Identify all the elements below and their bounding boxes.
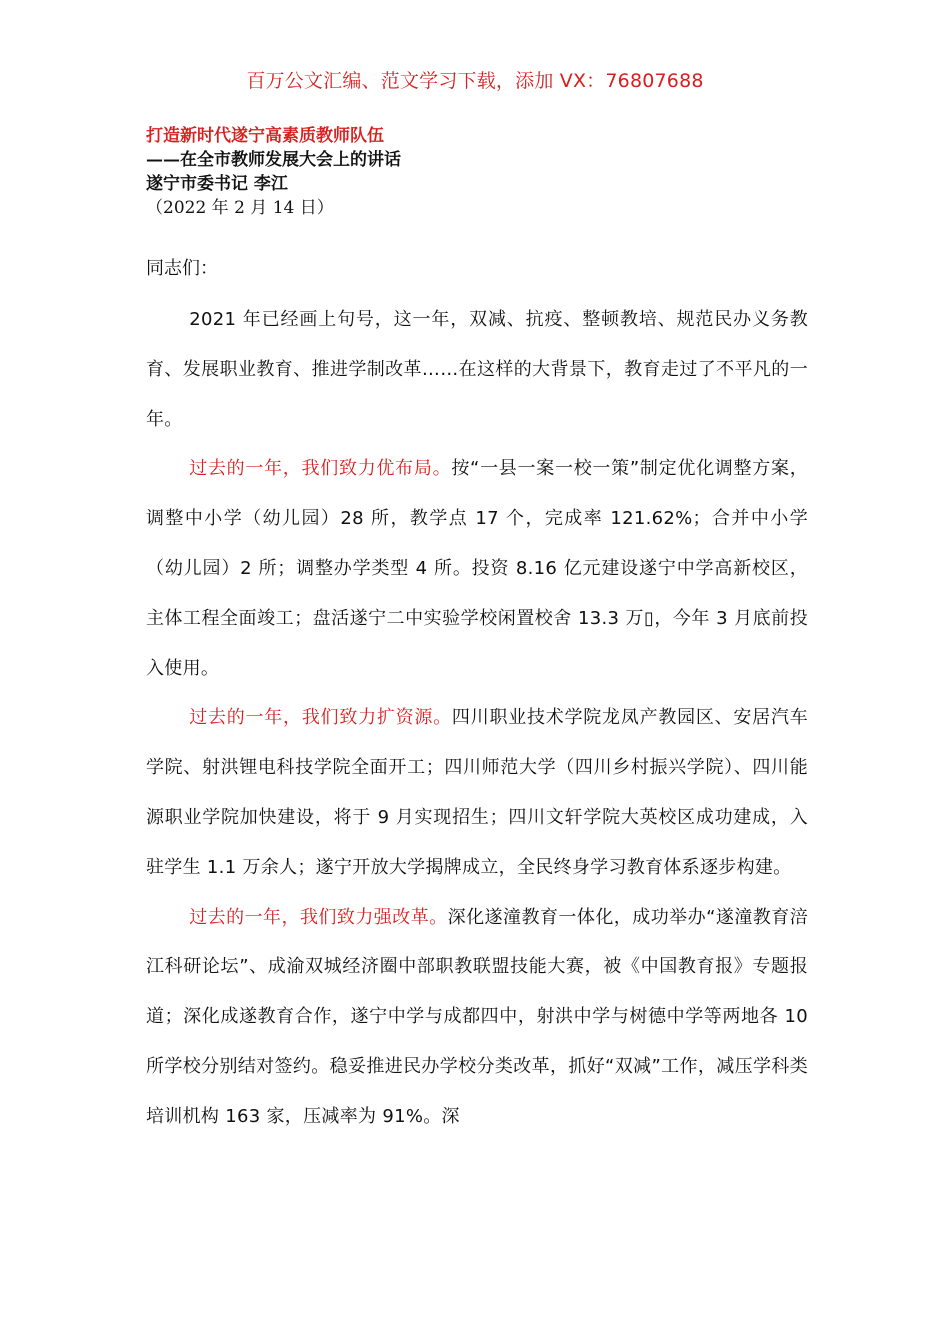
paragraph-text: 四川职业技术学院龙凤产教园区、安居汽车学院、射洪锂电科技学院全面开工；四川师范大学（四川乡村振兴学院）、四川能源职业学院加快建设，将于 9 月实现招生；四川文轩学院大英校区成功建成，入驻学生 1.1 万余人；遂宁开放大学揭牌成立，全民终身学习教育体系逐步构建。 xyxy=(146,707,809,878)
paragraph-text: 按“一县一案一校一策”制定优化调整方案，调整中小学（幼儿园）28 所，教学点 17 个，完成率 121.62%；合并中小学（幼儿园）2 所；调整办学类型 4 所。投资 8.16 亿元建设遂宁中学高新校区，主体工程全面竣工；盘活遂宁二中实验学校闲置校舍 13.3 万▯，今年 3 月底前投入使用。 xyxy=(146,458,808,679)
paragraph-layout xyxy=(146,444,808,693)
watermark-banner: 百万公文汇编、范文学习下载，添加 VX：76807688 xyxy=(246,70,704,92)
speech-author: 遂宁市委书记 李江 xyxy=(146,174,288,194)
salutation: 同志们： xyxy=(146,258,218,279)
speech-header xyxy=(146,124,806,220)
paragraph-lead: 过去的一年，我们致力扩资源。 xyxy=(189,707,452,729)
speech-body xyxy=(146,295,808,1142)
paragraph-resources xyxy=(146,693,808,892)
speech-date: （2022 年 2 月 14 日） xyxy=(146,198,334,218)
paragraph-lead: 过去的一年，我们致力优布局。 xyxy=(189,458,452,480)
speech-subtitle: ——在全市教师发展大会上的讲话 xyxy=(146,150,401,170)
speech-title: 打造新时代遂宁高素质教师队伍 xyxy=(146,126,384,146)
paragraph-reform xyxy=(146,893,808,1142)
paragraph-text: 深化遂潼教育一体化，成功举办“遂潼教育涪江科研论坛”、成渝双城经济圈中部职教联盟技能大赛，被《中国教育报》专题报道；深化成遂教育合作，遂宁中学与成都四中，射洪中学与树德中学等两地各 10 所学校分别结对签约。稳妥推进民办学校分类改革，抓好“双减”工作，减压学科类培训机构 163 家，压减率为 91%。深 xyxy=(146,906,809,1127)
paragraph-text: 2021 年已经画上句号，这一年，双减、抗疫、整顿教培、规范民办义务教育、发展职业教育、推进学制改革……在这样的大背景下，教育走过了不平凡的一年。 xyxy=(146,309,808,430)
paragraph-lead: 过去的一年，我们致力强改革。 xyxy=(189,906,448,928)
paragraph-intro xyxy=(146,295,808,444)
